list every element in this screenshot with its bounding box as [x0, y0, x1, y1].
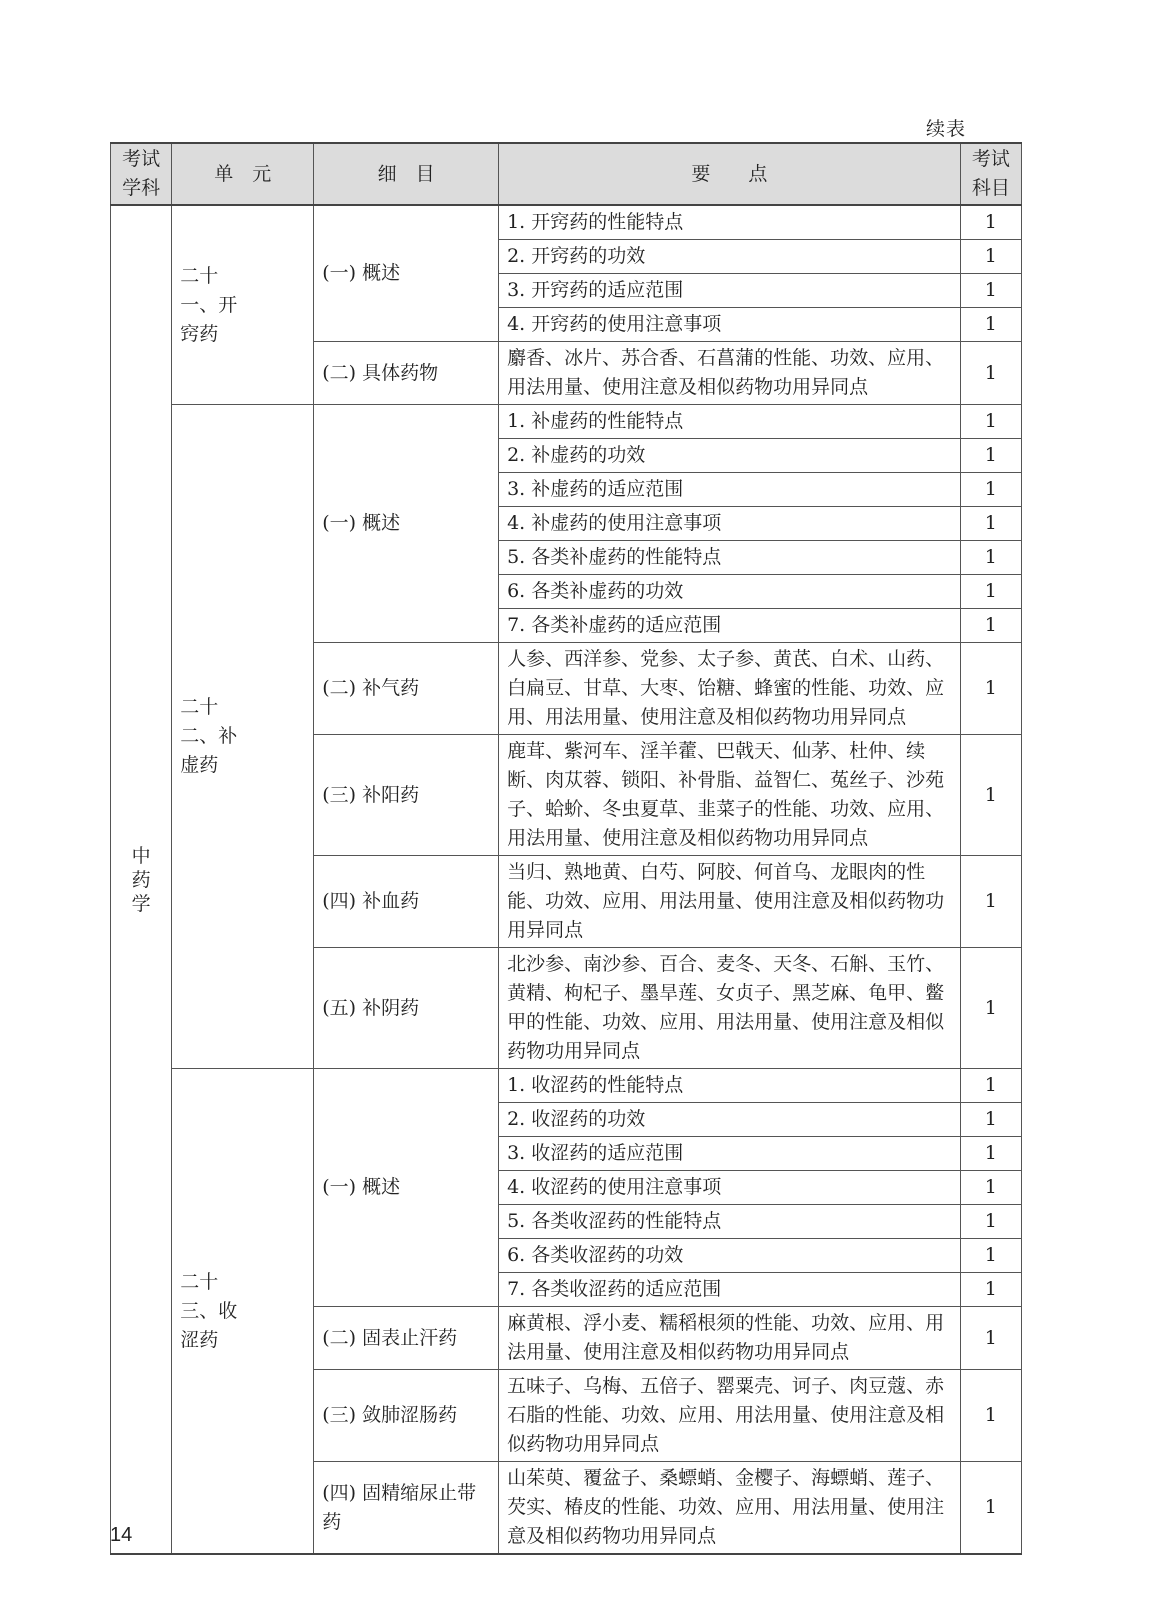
header-exam: 考试科目	[960, 143, 1021, 205]
header-row	[111, 143, 1022, 205]
exam-level-cell: 1	[960, 507, 1021, 541]
point-cell: 5. 各类收涩药的性能特点	[499, 1205, 961, 1239]
point-cell: 麝香、冰片、苏合香、石菖蒲的性能、功效、应用、用法用量、使用注意及相似药物功用异同点	[499, 342, 961, 405]
detail-cell: (二) 补气药	[314, 643, 499, 735]
page-number: 14	[110, 1524, 133, 1546]
detail-cell: (四) 补血药	[314, 856, 499, 948]
exam-level-cell: 1	[960, 856, 1021, 948]
exam-level-cell: 1	[960, 342, 1021, 405]
table-row	[111, 405, 1022, 439]
point-cell: 6. 各类收涩药的功效	[499, 1239, 961, 1273]
syllabus-table	[110, 142, 1022, 1555]
exam-level-cell: 1	[960, 609, 1021, 643]
unit-cell: 二十二、补虚药	[172, 405, 314, 1069]
point-cell: 2. 补虚药的功效	[499, 439, 961, 473]
continued-label: 续表	[925, 118, 966, 140]
detail-cell: (四) 固精缩尿止带药	[314, 1462, 499, 1555]
exam-level-cell: 1	[960, 1069, 1021, 1103]
point-cell: 5. 各类补虚药的性能特点	[499, 541, 961, 575]
header-detail: 细 目	[314, 143, 499, 205]
exam-level-cell: 1	[960, 1239, 1021, 1273]
point-cell: 鹿茸、紫河车、淫羊藿、巴戟天、仙茅、杜仲、续断、肉苁蓉、锁阳、补骨脂、益智仁、菟丝子、沙苑子、蛤蚧、冬虫夏草、韭菜子的性能、功效、应用、用法用量、使用注意及相似药物功用异同点	[499, 735, 961, 856]
exam-level-cell: 1	[960, 1462, 1021, 1555]
table-row	[111, 1069, 1022, 1103]
header-unit: 单 元	[172, 143, 314, 205]
point-cell: 当归、熟地黄、白芍、阿胶、何首乌、龙眼肉的性能、功效、应用、用法用量、使用注意及相似药物功用异同点	[499, 856, 961, 948]
exam-level-cell: 1	[960, 1171, 1021, 1205]
exam-level-cell: 1	[960, 1137, 1021, 1171]
exam-level-cell: 1	[960, 439, 1021, 473]
exam-level-cell: 1	[960, 948, 1021, 1069]
header-subject: 考试学科	[111, 143, 172, 205]
detail-cell: (一) 概述	[314, 1069, 499, 1307]
detail-cell: (三) 敛肺涩肠药	[314, 1370, 499, 1462]
point-cell: 1. 补虚药的性能特点	[499, 405, 961, 439]
exam-level-cell: 1	[960, 1273, 1021, 1307]
point-cell: 1. 开窍药的性能特点	[499, 205, 961, 240]
unit-cell: 二十三、收涩药	[172, 1069, 314, 1555]
point-cell: 4. 开窍药的使用注意事项	[499, 308, 961, 342]
exam-level-cell: 1	[960, 1307, 1021, 1370]
point-cell: 4. 收涩药的使用注意事项	[499, 1171, 961, 1205]
subject-label: 中药学	[131, 844, 151, 915]
exam-level-cell: 1	[960, 1370, 1021, 1462]
unit-cell: 二十一、开窍药	[172, 205, 314, 405]
point-cell: 人参、西洋参、党参、太子参、黄芪、白术、山药、白扁豆、甘草、大枣、饴糖、蜂蜜的性能、功效、应用、用法用量、使用注意及相似药物功用异同点	[499, 643, 961, 735]
detail-cell: (二) 固表止汗药	[314, 1307, 499, 1370]
exam-level-cell: 1	[960, 405, 1021, 439]
exam-level-cell: 1	[960, 308, 1021, 342]
header-points: 要 点	[499, 143, 961, 205]
point-cell: 2. 收涩药的功效	[499, 1103, 961, 1137]
subject-cell	[111, 205, 172, 1554]
point-cell: 1. 收涩药的性能特点	[499, 1069, 961, 1103]
table-body	[111, 205, 1022, 1554]
point-cell: 3. 收涩药的适应范围	[499, 1137, 961, 1171]
exam-level-cell: 1	[960, 1103, 1021, 1137]
point-cell: 7. 各类收涩药的适应范围	[499, 1273, 961, 1307]
detail-cell: (五) 补阴药	[314, 948, 499, 1069]
detail-cell: (三) 补阳药	[314, 735, 499, 856]
exam-level-cell: 1	[960, 575, 1021, 609]
exam-level-cell: 1	[960, 541, 1021, 575]
point-cell: 3. 补虚药的适应范围	[499, 473, 961, 507]
point-cell: 6. 各类补虚药的功效	[499, 575, 961, 609]
exam-level-cell: 1	[960, 473, 1021, 507]
detail-cell: (一) 概述	[314, 205, 499, 342]
detail-cell: (一) 概述	[314, 405, 499, 643]
exam-level-cell: 1	[960, 274, 1021, 308]
table-row	[111, 205, 1022, 240]
point-cell: 北沙参、南沙参、百合、麦冬、天冬、石斛、玉竹、黄精、枸杞子、墨旱莲、女贞子、黑芝麻、龟甲、鳖甲的性能、功效、应用、用法用量、使用注意及相似药物功用异同点	[499, 948, 961, 1069]
point-cell: 山茱萸、覆盆子、桑螵蛸、金樱子、海螵蛸、莲子、芡实、椿皮的性能、功效、应用、用法用量、使用注意及相似药物功用异同点	[499, 1462, 961, 1555]
detail-cell: (二) 具体药物	[314, 342, 499, 405]
point-cell: 五味子、乌梅、五倍子、罂粟壳、诃子、肉豆蔻、赤石脂的性能、功效、应用、用法用量、使用注意及相似药物功用异同点	[499, 1370, 961, 1462]
exam-level-cell: 1	[960, 735, 1021, 856]
point-cell: 3. 开窍药的适应范围	[499, 274, 961, 308]
point-cell: 2. 开窍药的功效	[499, 240, 961, 274]
exam-level-cell: 1	[960, 643, 1021, 735]
exam-level-cell: 1	[960, 240, 1021, 274]
exam-level-cell: 1	[960, 1205, 1021, 1239]
point-cell: 4. 补虚药的使用注意事项	[499, 507, 961, 541]
point-cell: 麻黄根、浮小麦、糯稻根须的性能、功效、应用、用法用量、使用注意及相似药物功用异同点	[499, 1307, 961, 1370]
exam-level-cell: 1	[960, 205, 1021, 240]
point-cell: 7. 各类补虚药的适应范围	[499, 609, 961, 643]
